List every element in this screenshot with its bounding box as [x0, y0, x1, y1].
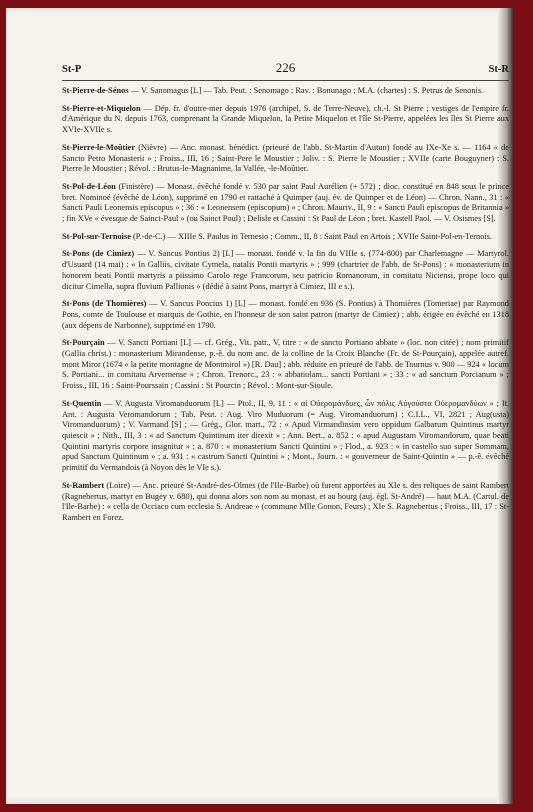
entry-headword: St-Pons (de Cimiez) [62, 249, 135, 259]
entry-text: (Loire) — Anc. prieuré St-André-des-Olmes (de l'Ile-Barbe) où furent apportées au XIe s. des reliques de saint Rambert (Ragnebertus, martyr en Bugey v. 680), qui donna alors son nom au monast. et au bourg (auj. égl. St-André) — haut M.A. (Cartul. de l'Ile-Barbe) : « cella de Occiaco cum ecclesia S. Andreae » (commune Mlle Gonon, Feurs) ; XIe S. Ragnebertus ; Froiss., III, 17 : St-Rambert en Forez. [62, 480, 509, 522]
entry-text: (Finistère) — Monast. évêché fondé v. 530 par saint Paul Aurélien (+ 572) ; dioc. constitué en 848 sous le prince bret. Nominoé (évêché de Léon), supprimé en 1790 et rattaché à Quimper (auj. év. de Quimper et de Léon) — Chron. Nann., 31 : « Sancti Pauli Leonensis episcopus » ; 36 : « Leonensem (episcopum) » ; Chron. Mauriv., II, 9 : « Sancti Pauli episcopus de Britannia » ; fin XVe « évesque de Sainct-Paul » (ou Sainct Poul) ; Delisle et Cassini : St Paul de Léon ; bret. Kastell Paol. — V. Osismes [S]. [62, 181, 509, 224]
entry-headword: St-Pourçain [62, 338, 105, 348]
entry [62, 299, 509, 331]
entry [62, 143, 509, 175]
entry-text: — V. Sancus Poncius 1) [L] — monast. fondé en 936 (S. Pontius) à Thomières (Tomeriae) par Raymond Pons, comte de Toulouse et marquis de Gothie, en l'honneur de son saint patron (martyr de Cimiez) ; abb. érigée en évêché en 1318 (aux dépens de Narbonne), supprimé en 1790. [62, 299, 509, 330]
dictionary-entries [62, 86, 509, 531]
running-head-left: St-P [62, 64, 82, 75]
entry-text: — V. Sancus Pontius 2) [L] — monast. fondé v. la fin du VIIIe s. (774-800) par Charlemagne — Martyrol. d'Usuard (14 mai) : « In Galliis, civitate Cymela, natalis Pontii martyris » ; 999 (chartrier de l'abb. de St-Pons) : « monasterium in honorem beati Pontii martyris a piissimo Carolo rege Francorum, seu patricio Romanorum, in comitatu Niciensi, prope loco qui dicitur Cimella, supra fluvium Pallionis » (dédié à saint Pons, martyr à Cimiez, III e s.). [62, 249, 509, 291]
header-rule [62, 80, 509, 81]
running-head-right: St-R [488, 64, 509, 75]
entry [62, 104, 509, 136]
entry-text: — V. Augusta Viromanduorum [L] — Ptol., II, 9, 11 : « αἱ Οὐεροµάνδυες, ὧν πόλις Αὐγούστα Οὐεροµανδύων » ; It. Ant. : Augusta Veromandorum ; Tab. Peut. : Aug. Viro Muduorum (= Aug. Viromanduorum) ; C.I.L., VI, 2821 ; Aug(usta) Viromanduorum) ; V. Varmand [S] ; — Grég., Glor. mart., 72 : « Apud Virmandinsim vero oppidum Galbarum Quintinus martyr quiescit » ; Nith., III, 3 : « ad Sanctum Quintinum iter direxit » ; Ann. Bert., a. 852 : « apud Augustam Viromandorum, quae beati Quintini martyris corpore insignitur » ; a. 870 : « monasterium Sancti Quintini » ; Flod., a. 923 : « in castello suo super Sommam, apud Sanctum Quintinum » ; a. 931 : « castrum Sancti Quintini » ; Mont., Journ. : « gouverneur de Saint-Quintin » — p.-ê. évêché primitif du Vermandois (à Noyon dès le VIe s.). [62, 398, 509, 473]
entry-text: (P.-de-C.) — XIIIe S. Paulus in Ternesio ; Comm., II, 8 : Saint Paul en Artois ; XVIIe Saint-Pol-en-Ternois. [130, 231, 493, 241]
entry-text: — Dép. fr. d'outre-mer depuis 1976 (archipel, S. de Terre-Neuve), ch.-l. St Pierre ; vestiges de l'empire fr. d'Amérique du N. depuis 1763, comprenant la Grande Miquelon, la Petite Miquelon et l'île St-Pierre, appelées les îles St Pierre aux XVIe-XVIIe s. [62, 103, 509, 135]
entry [62, 182, 509, 225]
entry [62, 399, 509, 474]
page-number: 226 [275, 60, 296, 75]
entry [62, 481, 509, 524]
entry-headword: St-Pierre-le-Moûtier [62, 142, 136, 152]
entry-text: — V. Sancti Portiani [L] — cf. Grég., Vit. patr., V, titre : « de sancto Portiano abbate » (loc. non citée) ; nom primitif (Gallia christ.) : monasterium Mirandense, p.-ê. du nom anc. de la colline de la Croix Blanche (Fr. de St-Pourçain), appelée autref. mont Miror (1674 « la petite montagne de Montmirol ») [R. Dau] ; abb. réduite en prieuré de l'abb. de Tournus v. 900 — 924 « locum S. Portiani... in comitatu Arvernense » ; Chron. Trenorc., 23 : « abbatiolam... sancti Portiani » ; 33 : « ad sanctum Porcianum » ; Froiss., III, 16 : Saint-Pourssain ; Cassini : St Pourcin ; Révol. : Mont-sur-Sioule. [62, 338, 509, 391]
page-header [62, 60, 509, 78]
entry [62, 86, 509, 97]
entry [62, 232, 509, 243]
entry-headword: St-Quentin [62, 398, 102, 408]
entry-headword: St-Pierre-et-Miquelon [62, 103, 141, 113]
entry-text: — V. Sanomagus [L] — Tab. Peut. : Senomago ; Rav. : Bonunago ; M.A. (chartes) : S. Petrus de Senonis. [128, 86, 484, 95]
entry [62, 249, 509, 292]
entry-headword: St-Pons (de Thomières) [62, 299, 147, 309]
entry-headword: St-Pierre-de-Sénos [62, 86, 129, 95]
entry-headword: St-Pol-de-Léon [62, 181, 116, 191]
entry [62, 338, 509, 392]
entry-headword: St-Pol-sur-Ternoise [62, 231, 131, 241]
entry-text: (Nièvre) — Anc. monast. bénédict. (prieuré de l'abb. St-Martin d'Autun) fondé au IXe-Xe s. — 1164 « de Sancto Petro Monasterii » ; Froiss., III, 16 ; Saint-Pere le Moustier ; Joliv. : S. Pierre le Moustier ; XVIIe (carte Bouguyner) : S. Pierre le Moustier ; Révol. : Brutus-le-Magnanime, la Vallée, -le-Moûtier. [62, 142, 509, 174]
entry-headword: St-Rambert [62, 480, 105, 490]
